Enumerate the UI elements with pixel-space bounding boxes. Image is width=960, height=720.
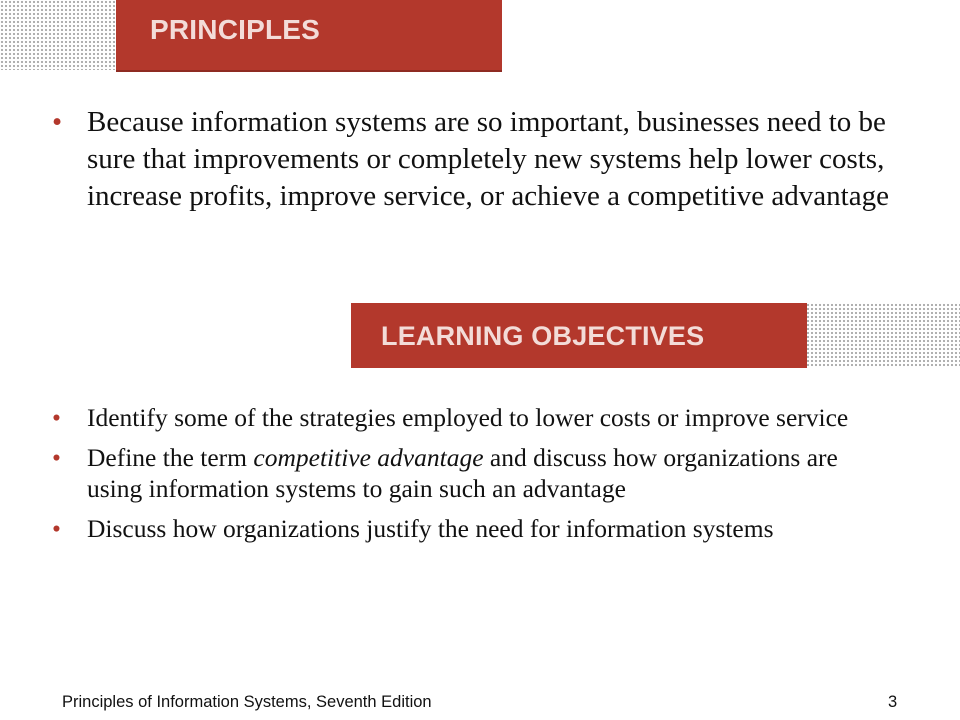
bullet-icon: •: [52, 106, 63, 138]
objective-item-text: Discuss how organizations justify the need for information systems: [87, 514, 774, 543]
principles-banner: [116, 0, 502, 72]
learning-objectives-banner: [351, 303, 807, 368]
bullet-icon: •: [52, 403, 61, 432]
objective-item: [52, 442, 892, 504]
decorative-dot-pattern-top: [0, 0, 116, 70]
footer-page-number: 3: [888, 693, 898, 711]
learning-objectives-list: [52, 402, 892, 553]
objective-item: [52, 513, 892, 544]
principles-list: [52, 104, 932, 215]
objective-item: [52, 402, 892, 433]
learning-objectives-banner-title: LEARNING OBJECTIVES: [381, 321, 705, 351]
decorative-dot-pattern-objectives: [806, 303, 960, 367]
footer-book-title: Principles of Information Systems, Seventh Edition: [62, 693, 432, 711]
objective-item-emphasis: competitive advantage: [253, 443, 484, 472]
objective-item-text: Identify some of the strategies employed to lower costs or improve service: [87, 403, 849, 432]
bullet-icon: •: [52, 443, 61, 472]
principles-item-text: Because information systems are so important, businesses need to be sure that improvements or completely new systems help lower costs, increase profits, improve service, or achieve a competitive advantage: [87, 106, 889, 212]
principles-banner-title: PRINCIPLES: [150, 14, 321, 45]
principles-item: [52, 104, 932, 215]
bullet-icon: •: [52, 514, 61, 543]
objective-item-text-before: Define the term: [87, 443, 254, 472]
objective-item-text-after: and discuss how organizations are using information systems to gain such an advantage: [87, 443, 838, 503]
